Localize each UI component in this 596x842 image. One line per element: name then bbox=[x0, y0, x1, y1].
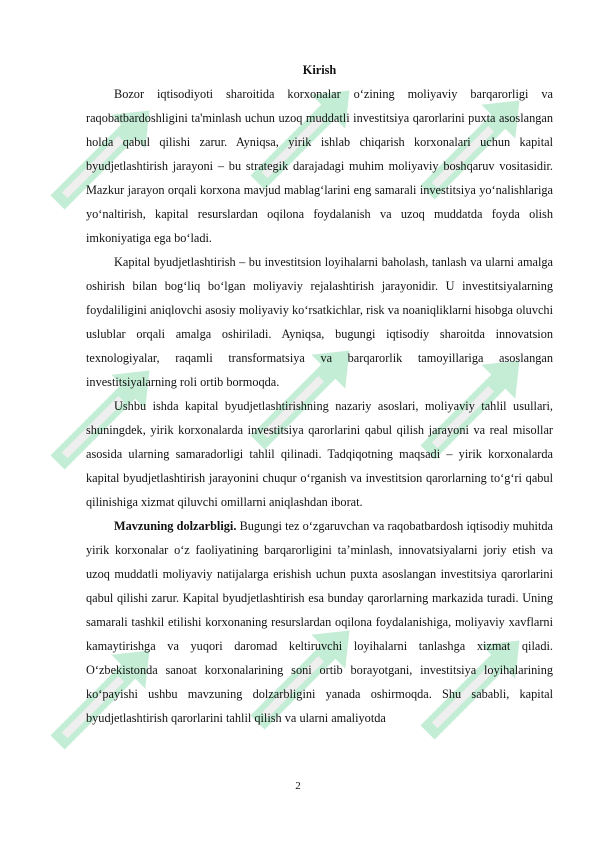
relevance-heading: Mavzuning dolzarbligi. bbox=[114, 519, 237, 533]
paragraph-capital-budgeting: Kapital byudjetlashtirish – bu investitsion loyihalarni baholash, tanlash va ularni amalga oshirish bilan bog‘liq bo‘lgan moliyaviy rejalashtirish jarayonidir. U investitsiyalarning foydaliligini aniqlovchi asosiy moliyaviy ko‘rsatkichlar, risk va noaniqliklarni hisobga oluvchi uslublar orqali amalga oshiriladi. Ayniqsa, bugungi iqtisodiy sharoitda innovatsion texnologiyalar, raqamli transformatsiya va barqarorlik tamoyillariga asoslangan investitsiyalarning roli ortib bormoqda. bbox=[86, 255, 553, 389]
document-body bbox=[86, 58, 553, 730]
relevance-text: Bugungi tez o‘zgaruvchan va raqobatbardosh iqtisodiy muhitda yirik korxonalar o‘z faoliyatining barqarorligini ta’minlash, innovatsiyalarni joriy etish va uzoq muddatli moliyaviy natijalarga erishish uchun puxta asoslangan investitsiya qarorlarini qabul qilishi zarur. Kapital byudjetlashtirish esa bunday qarorlarning markazida turadi. Uning samarali tashkil etilishi korxonaning resurslardan oqilona foydalanishiga, moliyaviy xavflarni kamaytirishga va yuqori daromad keltiruvchi loyihalarni tanlashga xizmat qiladi. O‘zbekistonda sanoat korxonalarining soni ortib borayotgani, investitsiya loyihalarining ko‘payishi ushbu mavzuning dolzarbligini yanada oshirmoqda. Shu sababli, kapital byudjetlashtirish qarorlarini tahlil qilish va ularni amaliyotda bbox=[86, 519, 553, 725]
section-title: Kirish bbox=[302, 63, 337, 77]
paragraph-research-aim: Ushbu ishda kapital byudjetlashtirishning nazariy asoslari, moliyaviy tahlil usullari, shuningdek, yirik korxonalarda investitsiya qarorlarini qabul qilish jarayoni va real misollar asosida ularning samaradorligi tahlil qilinadi. Tadqiqotning maqsadi – yirik korxonalarda kapital byudjetlashtirish jarayonini chuqur o‘rganish va investitsion qarorlarning to‘g‘ri qabul qilinishiga xizmat qiluvchi omillarni aniqlashdan iborat. bbox=[86, 399, 553, 509]
page-number: 2 bbox=[295, 780, 301, 792]
paragraph-relevance bbox=[86, 514, 553, 730]
paragraph-intro: Bozor iqtisodiyoti sharoitida korxonalar o‘zining moliyaviy barqarorligi va raqobatbardoshligini ta'minlash uchun uzoq muddatli investitsiya qarorlarini puxta asoslangan holda qabul qilishi zarur. Ayniqsa, yirik ishlab chiqarish korxonalari uchun kapital byudjetlashtirish jarayoni – bu strategik darajadagi muhim moliyaviy boshqaruv vositasidir. Mazkur jarayon orqali korxona mavjud mablag‘larini eng samarali investitsiya yo‘nalishlariga yo‘naltirish, kapital resurslardan oqilona foydalanish va uzoq muddatda foyda olish imkoniyatiga ega bo‘ladi. bbox=[86, 87, 553, 245]
